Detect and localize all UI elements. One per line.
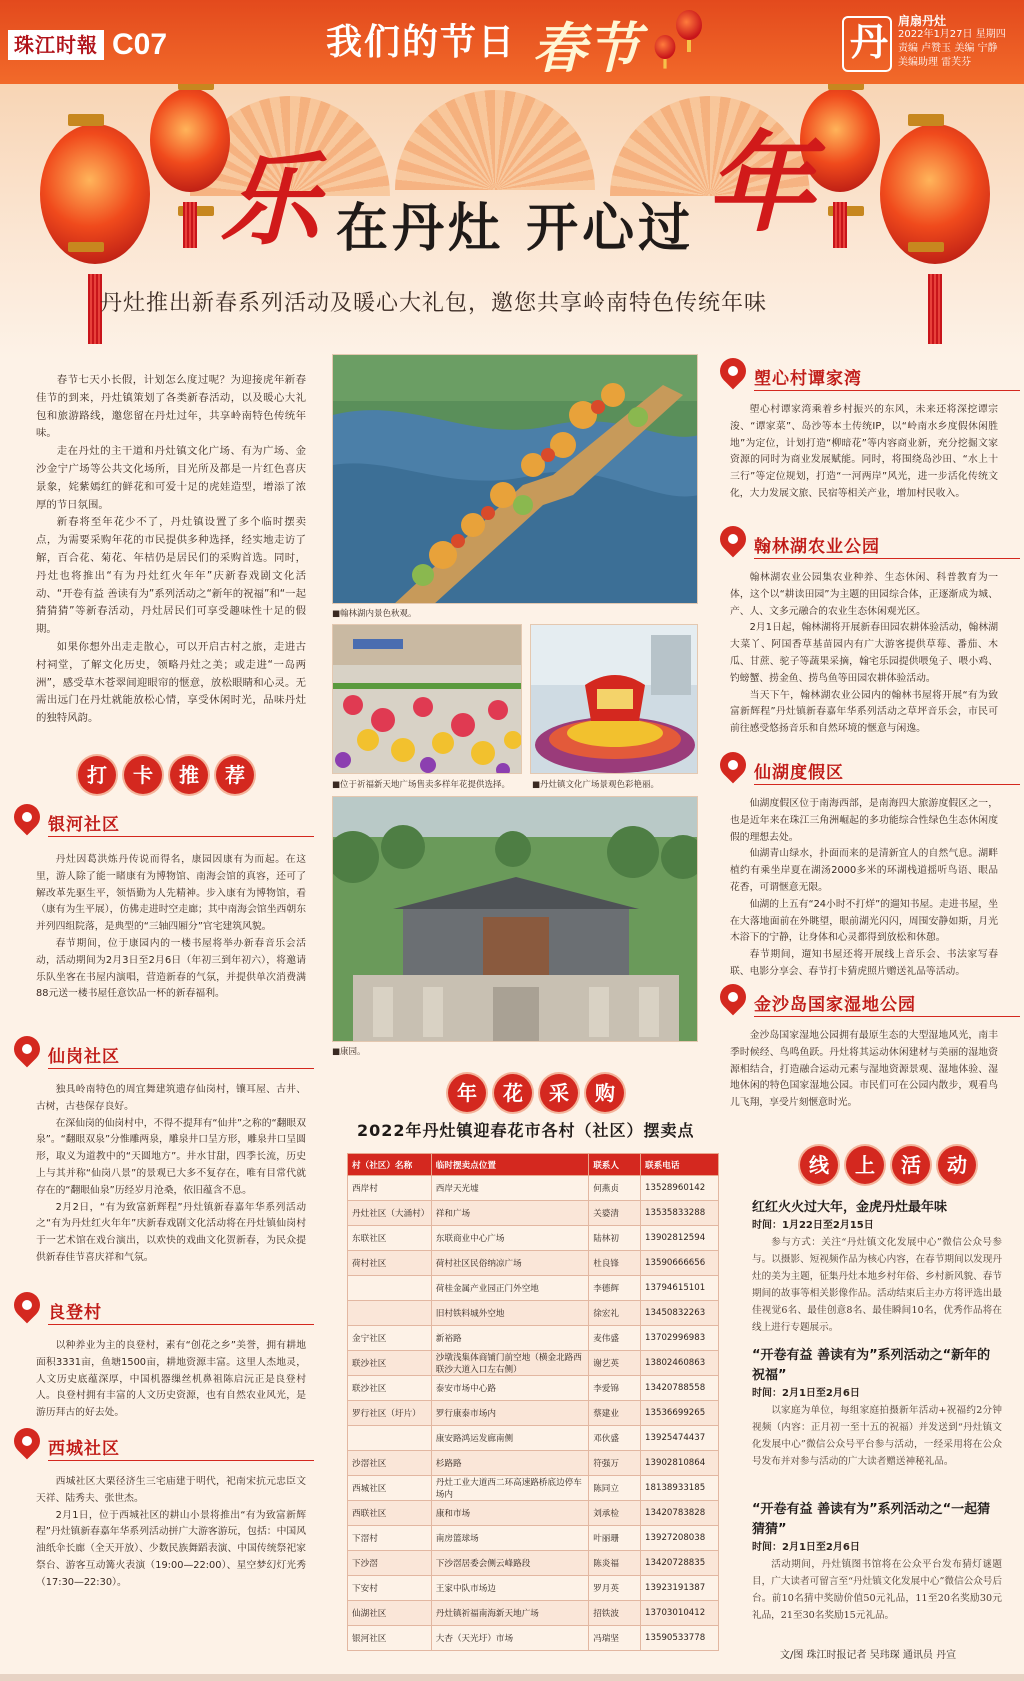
- table-cell-contact: 叶丽珊: [589, 1526, 641, 1551]
- table-cell-phone: 13450832263: [641, 1301, 719, 1326]
- intro-paragraph: 新春将至年花少不了，丹灶镇设置了多个临时摆卖点，为需要采购年花的市民提供多种选择，经实地走访了解，百合花、菊花、年桔仍是居民们的采购首选。同时，丹灶也将推出“有为丹灶红火年年”庆新春戏剧文化活动、“开卷有益 善读有为”系列活动之“新年的祝福”和“一起猜猜猜”等新春活动，丹灶居民们可享受趣味性十足的假期。: [36, 516, 306, 636]
- table-cell-village: [348, 1276, 432, 1301]
- table-cell-contact: 罗月英: [589, 1576, 641, 1601]
- table-cell-phone: 13703010412: [641, 1601, 719, 1626]
- table-cell-location: 荷桂金属产业园正门外空地: [431, 1276, 588, 1301]
- divider: [754, 390, 1020, 391]
- table-cell-phone: 13927208038: [641, 1526, 719, 1551]
- table-cell-location: 泰安市场中心路: [431, 1376, 588, 1401]
- flower-market-table: [347, 1153, 719, 1651]
- market-table-title: 2022年丹灶镇迎春花市各村（社区）摆卖点: [357, 1121, 695, 1140]
- place-paragraph: 仙湖度假区位于南海西部，是南海四大旅游度假区之一，也是近年来在珠江三角洲崛起的多功能综合性绿色生态休闲度假的理想去处。: [730, 798, 998, 843]
- activity-body: 以家庭为单位，每组家庭拍摄新年活动+祝福约2分钟视频（内容：正月初一至十五的祝福）并发送到“丹灶镇文化发展中心”微信公众号平台参与活动，一经采用将在公众号发布并对参与活动的广大读者赠送神秘礼品。: [752, 1405, 1002, 1467]
- table-cell-location: 祥和广场: [431, 1201, 588, 1226]
- table-row: [348, 1401, 719, 1426]
- activity-title: 红红火火过大年，金虎丹灶最年味: [752, 1200, 948, 1215]
- place-title: 金沙岛国家湿地公园: [754, 995, 916, 1015]
- table-cell-phone: 13420788558: [641, 1376, 719, 1401]
- table-cell-location: 丹灶镇祈福南海新天地广场: [431, 1601, 588, 1626]
- headline-calligraphy-nian: 年: [706, 121, 815, 247]
- table-cell-village: 下沙滘: [348, 1551, 432, 1576]
- tag-circle: 采: [540, 1074, 578, 1112]
- headline-main-text: 在丹灶 开心过: [336, 198, 695, 259]
- place-title: 仙岗社区: [48, 1047, 120, 1067]
- table-cell-phone: 13535833288: [641, 1201, 719, 1226]
- table-cell-contact: 冯瑞坚: [589, 1626, 641, 1651]
- table-cell-contact: 麦伟盛: [589, 1326, 641, 1351]
- activity-time: 时间：2月1日至2月6日: [752, 1388, 860, 1399]
- place-article-yinhe: [36, 852, 306, 1003]
- culture-square-illustration: [531, 625, 698, 774]
- table-row: [348, 1576, 719, 1601]
- section-title: 我们的节日: [326, 22, 517, 63]
- place-article-jinshadao: [730, 1028, 998, 1112]
- table-row: [348, 1301, 719, 1326]
- activity-time: 时间：1月22日至2月15日: [752, 1220, 874, 1231]
- map-pin-icon: [715, 979, 752, 1016]
- table-cell-phone: 13802460863: [641, 1351, 719, 1376]
- photo-caption: ■丹灶镇文化广场景观色彩艳丽。: [532, 780, 660, 790]
- lantern-icon: [676, 10, 702, 40]
- table-cell-village: 联沙社区: [348, 1376, 432, 1401]
- table-cell-location: 康安路鸿运发廊南侧: [431, 1426, 588, 1451]
- table-cell-location: 杉路路: [431, 1451, 588, 1476]
- photo-hanlin-lake: [332, 354, 698, 604]
- flower-market-illustration: [333, 625, 522, 774]
- table-row: [348, 1626, 719, 1651]
- lantern-icon: [655, 35, 676, 59]
- divider: [754, 1016, 1020, 1017]
- map-pin-icon: [9, 1031, 46, 1068]
- table-cell-contact: 符强万: [589, 1451, 641, 1476]
- article-byline: 文/图 珠江时报记者 吴玮琛 通讯员 丹宣: [780, 1650, 957, 1661]
- table-cell-location: 大杏（天光圩）市场: [431, 1626, 588, 1651]
- place-paragraph: 仙湖的上五有“24小时不打烊”的遛知书屋。走进书屋，坐在大落地面前在外眺望，眼前湖光闪闪，周围安静如斯，月光木浴下的宁静，让身体和心灵都得到放松和休憩。: [730, 898, 998, 944]
- table-cell-contact: 陈炎福: [589, 1551, 641, 1576]
- table-cell-village: 联沙社区: [348, 1351, 432, 1376]
- photo-kang-garden: [332, 796, 698, 1042]
- table-cell-location: 下沙滘居委会侧云峰路段: [431, 1551, 588, 1576]
- table-cell-phone: 13702996983: [641, 1326, 719, 1351]
- table-header-row: [348, 1154, 719, 1176]
- activity-title: “开卷有益 善读有为”系列活动之“新年的祝福”: [752, 1348, 991, 1383]
- table-cell-location: 南房篮球场: [431, 1526, 588, 1551]
- place-title: 西城社区: [48, 1439, 120, 1459]
- table-cell-village: 西岸村: [348, 1176, 432, 1201]
- activity-body: 参与方式：关注“丹灶镇文化发展中心”微信公众号参与。以摄影、短视频作品为核心内容，在春节期间以发现丹灶的美为主题，征集丹灶本地乡村年俗、乡村新风貌、春节期间的故事等相关影像作品。活动结束后主办方将评选出最佳视觉6名、最佳创意8名、最佳瞬间10名，优秀作品将在线上进行专题展示。: [752, 1237, 1002, 1333]
- table-cell-village: 金宁社区: [348, 1326, 432, 1351]
- divider: [48, 1324, 314, 1325]
- table-cell-phone: 13420728835: [641, 1551, 719, 1576]
- table-cell-contact: 刘承检: [589, 1501, 641, 1526]
- place-paragraph: 春节期间，遛知书屋还将开展线上音乐会、书法家写春联、电影分享会、春节打卡猜虎照片赠送礼品等活动。: [730, 949, 998, 977]
- place-paragraph: 仙湖青山绿水，扑面而来的是清新宜人的自然气息。湖畔植约有乘坐岸夏在湖汤2000多米的环湖栈道摇听鸟语、眼品花香，可谓惬意无限。: [730, 848, 998, 893]
- table-cell-village: 仙湖社区: [348, 1601, 432, 1626]
- place-title: 翰林湖农业公园: [754, 537, 880, 557]
- table-cell-contact: 蔡建业: [589, 1401, 641, 1426]
- page-credits: [898, 14, 1006, 70]
- place-paragraph: 当天下午，翰林湖农业公园内的翰林书屋将开展“有为致富新辉程”丹灶镇新春嘉年华系列活动之草坪音乐会，市民可前往感受悠扬音乐和自然环境的惬意与闲逸。: [730, 689, 998, 735]
- place-paragraph: 春节期间，位于康园内的一楼书屋将举办新春音乐会活动，活动期间为2月3日至2月6日（年初三到年初六），将邀请乐队坐客在书屋内演唱，营造新春的气氛，并提供单次消费满88元送一楼书屋任意饮品一杯的新春福利。: [36, 937, 306, 1000]
- table-cell-contact: 谢艺英: [589, 1351, 641, 1376]
- table-row: [348, 1201, 719, 1226]
- map-pin-icon: [9, 799, 46, 836]
- table-row: [348, 1226, 719, 1251]
- map-pin-icon: [715, 521, 752, 558]
- table-cell-phone: 13590533778: [641, 1626, 719, 1651]
- table-cell-contact: 杜良锋: [589, 1251, 641, 1276]
- place-paragraph: 金沙岛国家湿地公园拥有最原生态的大型湿地风光，南丰季时候经、鸟鸣鱼跃。丹灶将其运动休闲建材与美丽的湿地资源相结合，打造融合运动元素与湿地资源景观、湿地体验、湿地休闲的特色国家湿地公园。市民们可在公园内散步，观看鸟儿飞翔，享受片刻惬意时光。: [730, 1030, 998, 1109]
- tag-circle: 活: [892, 1146, 930, 1184]
- table-cell-location: 罗行康泰市场内: [431, 1401, 588, 1426]
- tag-circle: 线: [800, 1146, 838, 1184]
- headline-calligraphy-le: 乐: [220, 141, 320, 259]
- tag-circle: 卡: [124, 756, 162, 794]
- table-cell-phone: 13902812594: [641, 1226, 719, 1251]
- table-row: [348, 1526, 719, 1551]
- place-header-hanlinhu: [720, 532, 1020, 566]
- table-row: [348, 1551, 719, 1576]
- table-row: [348, 1426, 719, 1451]
- newspaper-logo: 珠江时報: [8, 30, 104, 60]
- activity-title: “开卷有益 善读有为”系列活动之“一起猜猜猜”: [752, 1502, 991, 1537]
- table-cell-village: 银河社区: [348, 1626, 432, 1651]
- table-cell-contact: 陆林初: [589, 1226, 641, 1251]
- tag-circle: 上: [846, 1146, 884, 1184]
- table-cell-location: 荷村社区民俗纳凉广场: [431, 1251, 588, 1276]
- intro-paragraph: 如果你想外出走走散心，可以开启古村之旅，走进古村祠堂，了解文化历史，领略丹灶之美；或走进“一岛两洲”，感受草木苍翠间迎眼帘的惬意，放松眼睛和心灵。无需出远门在丹灶就能放松心情，享受休闲时光，品味丹灶的独特风韵。: [36, 640, 306, 725]
- tag-circle: 荐: [216, 756, 254, 794]
- place-title: 塱心村谭家湾: [754, 369, 862, 389]
- table-cell-village: 西联社区: [348, 1501, 432, 1526]
- place-header-tanjiawan: [720, 364, 1020, 398]
- place-header-liangdeng: [14, 1298, 314, 1332]
- table-cell-village: 沙滘社区: [348, 1451, 432, 1476]
- place-paragraph: 塱心村谭家湾乘着乡村振兴的东风，未来还将深挖谭宗浚、“谭家菜”、岛沙等本土传统IP，以“岭南水乡度假休闲胜地”为定位，计划打造“柳暗花”等内容商业新，充分挖掘文家资源的同时为商业发展赋能。同时，将围绕岛沙田、“水上十三行”等定位规划，打造“一河两岸”风光，进一步活化传统文化，大力发展文旅、民宿等相关产业，增加村民收入。: [730, 404, 998, 499]
- assistant-credit: 美编助理 雷芙芬: [898, 57, 972, 68]
- activity-time: 时间：2月1日至2月6日: [752, 1542, 860, 1553]
- table-cell-village: [348, 1426, 432, 1451]
- place-article-liangdeng: [36, 1338, 306, 1422]
- place-paragraph: 2月1日，位于西城社区的耕山小景将推出“有为致富新辉程”丹灶镇新春嘉年华系列活动拼广大游客游玩，包括：中国风油纸伞长廊（全天开放）、少数民族舞蹈表演、中国传统祭祀家祭台、游客互动篝火表演（19:00—22:00）、星空梦幻灯光秀（17:30—22:30）。: [36, 1509, 306, 1588]
- place-paragraph: 丹灶因葛洪炼丹传说而得名，康园因康有为而起。在这里，游人除了能一睹康有为博物馆、南海会馆的真容，还可了解改革先驱生平，领悟勤为人先精神。步入康有为博物馆，看（康有为生平展），仿佛走进时空走廊；其中南海会馆坐西朝东并列四组院落，是典型的“三轴四厢分”官宅建筑风貌。: [36, 854, 306, 933]
- table-row: [348, 1176, 719, 1201]
- place-header-xicheng: [14, 1434, 314, 1468]
- table-cell-location: 旧村铁料城外空地: [431, 1301, 588, 1326]
- table-cell-location: 王家中队市场边: [431, 1576, 588, 1601]
- table-cell-village: 东联社区: [348, 1226, 432, 1251]
- divider: [48, 836, 314, 837]
- intro-article: [36, 372, 306, 728]
- place-header-xiangang: [14, 1042, 314, 1076]
- table-row: [348, 1601, 719, 1626]
- tag-circle: 购: [586, 1074, 624, 1112]
- online-activity-2: [752, 1346, 1002, 1470]
- table-cell-phone: 13420783828: [641, 1501, 719, 1526]
- place-title: 银河社区: [48, 815, 120, 835]
- map-pin-icon: [715, 747, 752, 784]
- table-cell-contact: 李爱锦: [589, 1376, 641, 1401]
- place-article-tanjiawan: [730, 402, 998, 503]
- place-paragraph: 翰林湖农业公园集农业种养、生态休闲、科普教育为一体，这个以“耕读田园”为主题的田园综合体，正逐渐成为城、产、人、文多元融合的农业生态休闲观光区。: [730, 572, 998, 617]
- table-cell-location: 丹灶工业大道西二环高速路桥底边停车场内: [431, 1476, 588, 1501]
- table-cell-village: 西城社区: [348, 1476, 432, 1501]
- column-name: 肩扇丹灶: [898, 14, 947, 28]
- table-cell-phone: 13590666656: [641, 1251, 719, 1276]
- table-cell-phone: 13528960142: [641, 1176, 719, 1201]
- place-paragraph: 西城社区大栗径济生三宅庙建于明代，祀南宋抗元忠臣文天祥、陆秀夫、张世杰。: [36, 1476, 306, 1504]
- table-cell-village: 丹灶社区（大涌村）: [348, 1201, 432, 1226]
- column-header-contact: 联系人: [589, 1154, 641, 1176]
- table-row: [348, 1351, 719, 1376]
- page-number: C07: [112, 28, 168, 61]
- online-activity-1: [752, 1198, 1002, 1336]
- table-cell-phone: 13794615101: [641, 1276, 719, 1301]
- tag-circle: 打: [78, 756, 116, 794]
- lantern-tassel: [183, 202, 197, 248]
- lake-illustration: [333, 355, 698, 604]
- table-cell-contact: 李德辉: [589, 1276, 641, 1301]
- divider: [754, 558, 1020, 559]
- tag-circle: 推: [170, 756, 208, 794]
- table-cell-village: 下安村: [348, 1576, 432, 1601]
- intro-paragraph: 春节七天小长假，计划怎么度过呢？为迎接虎年新春佳节的到来，丹灶镇策划了各类新春活动，以及暖心大礼包和旅游路线，邀您留在丹灶过年，共享岭南特色传统年味。: [36, 374, 306, 440]
- table-cell-village: 下滘村: [348, 1526, 432, 1551]
- divider: [48, 1068, 314, 1069]
- online-activity-3: [752, 1500, 1002, 1624]
- table-cell-location: 康和市场: [431, 1501, 588, 1526]
- table-row: [348, 1451, 719, 1476]
- table-cell-contact: 陈同立: [589, 1476, 641, 1501]
- place-article-xianhu: [730, 796, 998, 981]
- divider: [48, 1460, 314, 1461]
- photo-caption: ■康园。: [332, 1047, 366, 1057]
- lantern-icon: [150, 88, 230, 192]
- table-cell-phone: 13536699265: [641, 1401, 719, 1426]
- table-cell-phone: 13902810864: [641, 1451, 719, 1476]
- lantern-icon: [880, 124, 990, 264]
- kang-garden-illustration: [333, 797, 698, 1042]
- column-header-village: 村（社区）名称: [348, 1154, 432, 1176]
- table-cell-phone: 13925474437: [641, 1426, 719, 1451]
- place-paragraph: 独具岭南特色的周宜舞建筑遗存仙岗村，镶耳屋、古井、古树，古巷保存良好。: [36, 1084, 306, 1112]
- photo-caption: ■位于祈福新天地广场售卖多样年花提供选择。: [332, 780, 511, 790]
- place-header-jinshadao: [720, 990, 1020, 1024]
- flower-market-tags: [448, 1074, 624, 1112]
- map-pin-icon: [9, 1423, 46, 1460]
- place-paragraph: 2月2日，“有为致富新辉程”丹灶镇新春嘉年华系列活动之“有为丹灶红火年年”庆新春戏剧文化活动将在丹灶镇仙岗村于一艺术馆在戏台演出，以欢快的戏曲文化贺新春，为民众提供新春佳节喜庆祥和气氛。: [36, 1201, 306, 1263]
- table-cell-phone: 13923191387: [641, 1576, 719, 1601]
- column-logo: [842, 16, 892, 72]
- place-paragraph: 在深仙岗的仙岗村中，不得不提拜有“仙井”之称的“翻眼双泉”。“翻眼双泉”分惟雕两泉，雕泉井口呈方形，雕泉井口呈圆形，取义为道教中的“天圆地方”。井水甘甜，四季长流，历史上与其并称“仙岗八景”的景观已大多不复存在，唯有目常代就存在的“翻眼仙泉”历经岁月沧桑，依旧蕴含不息。: [36, 1117, 306, 1196]
- tag-circle: 花: [494, 1074, 532, 1112]
- table-row: [348, 1276, 719, 1301]
- bottom-bar: [0, 1674, 1024, 1681]
- headline: [220, 121, 840, 260]
- tag-circle: 动: [938, 1146, 976, 1184]
- hero-banner: [0, 84, 1024, 360]
- checkin-recommend-tags: [78, 756, 254, 794]
- table-row: [348, 1476, 719, 1501]
- table-cell-location: 新裕路: [431, 1326, 588, 1351]
- online-activity-tags: [800, 1146, 976, 1184]
- photo-caption: ■翰林湖内景色秋观。: [332, 609, 417, 619]
- table-row: [348, 1326, 719, 1351]
- place-article-hanlinhu: [730, 570, 998, 738]
- map-pin-icon: [9, 1287, 46, 1324]
- divider: [754, 784, 1020, 785]
- table-cell-phone: 18138933185: [641, 1476, 719, 1501]
- place-header-xianhu: [720, 758, 1020, 792]
- table-row: [348, 1501, 719, 1526]
- place-paragraph: 以种养业为主的良登村，素有“创花之乡”美誉，拥有耕地面积3331亩，鱼塘1500亩，耕地资源丰富。这里人杰地灵，人文历史底蕴深厚，中国机器缫丝机鼻祖陈启沅正是良登村人。良登村拥有丰富的人文历史资源，也有自然农业风光，是游历拜古的好去处。: [36, 1340, 306, 1419]
- table-cell-contact: 邓伙盛: [589, 1426, 641, 1451]
- table-cell-location: 沙墩浅集体商铺门前空地（横金北路西联沙大道入口左右侧）: [431, 1351, 588, 1376]
- table-cell-contact: 徐宏礼: [589, 1301, 641, 1326]
- table-cell-village: 荷村社区: [348, 1251, 432, 1276]
- table-cell-location: 西岸天光墟: [431, 1176, 588, 1201]
- table-cell-contact: 招铁波: [589, 1601, 641, 1626]
- section-title-spring: 春节: [532, 16, 640, 80]
- table-cell-village: [348, 1301, 432, 1326]
- lantern-tassel: [928, 274, 942, 344]
- table-row: [348, 1376, 719, 1401]
- page-header: [0, 0, 1024, 84]
- place-header-yinhe: [14, 810, 314, 844]
- place-paragraph: 2月1日起，翰林湖将开展新春田园农耕体验活动，翰林湖大菜丫、阿国香草基苗园内有广大游客提供草莓、番茄、木瓜、甘蔗、驼子等蔬果采摘，翰宅乐园提供喂兔子、喂小鸡、钓螃蟹、捞金鱼、捞鸟鱼等田园农耕体验活动。: [730, 622, 998, 684]
- activity-body: 活动期间，丹灶镇图书馆将在公众平台发布猜灯谜题目，广大读者可留言至“丹灶镇文化发展中心”微信公众号后台。前10名猜中奖励价值50元礼品，11至20名奖励30元礼品，21至30名奖励15元礼品。: [752, 1559, 1002, 1621]
- place-article-xiangang: [36, 1082, 306, 1267]
- publish-date: 2022年1月27日 星期四: [898, 29, 1006, 40]
- column-logo-mark: 丹: [850, 19, 889, 64]
- photo-culture-square: [530, 624, 698, 774]
- column-header-phone: 联系电话: [641, 1154, 719, 1176]
- place-title: 仙湖度假区: [754, 763, 844, 783]
- place-article-xicheng: [36, 1474, 306, 1592]
- editor-credit: 责编 卢赞玉 美编 宁静: [898, 43, 998, 54]
- lantern-icon: [40, 124, 150, 264]
- column-header-location: 临时摆卖点位置: [431, 1154, 588, 1176]
- intro-paragraph: 走在丹灶的主干道和丹灶镇文化广场、有为广场、金沙金宁广场等公共文化场所，目光所及都是一片红色喜庆景象，姹紫嫣红的鲜花和可爱十足的虎娃造型，增添了浓厚的节日氛围。: [36, 445, 306, 511]
- photo-flower-market: [332, 624, 522, 774]
- place-title: 良登村: [48, 1303, 102, 1323]
- headline-subtitle: 丹灶推出新春系列活动及暖心大礼包，邀您共享岭南特色传统年味: [100, 291, 768, 316]
- table-cell-contact: 何燕贞: [589, 1176, 641, 1201]
- table-row: [348, 1251, 719, 1276]
- table-cell-location: 东联商业中心广场: [431, 1226, 588, 1251]
- table-cell-village: 罗行社区（圩片）: [348, 1401, 432, 1426]
- tag-circle: 年: [448, 1074, 486, 1112]
- table-cell-contact: 关婆清: [589, 1201, 641, 1226]
